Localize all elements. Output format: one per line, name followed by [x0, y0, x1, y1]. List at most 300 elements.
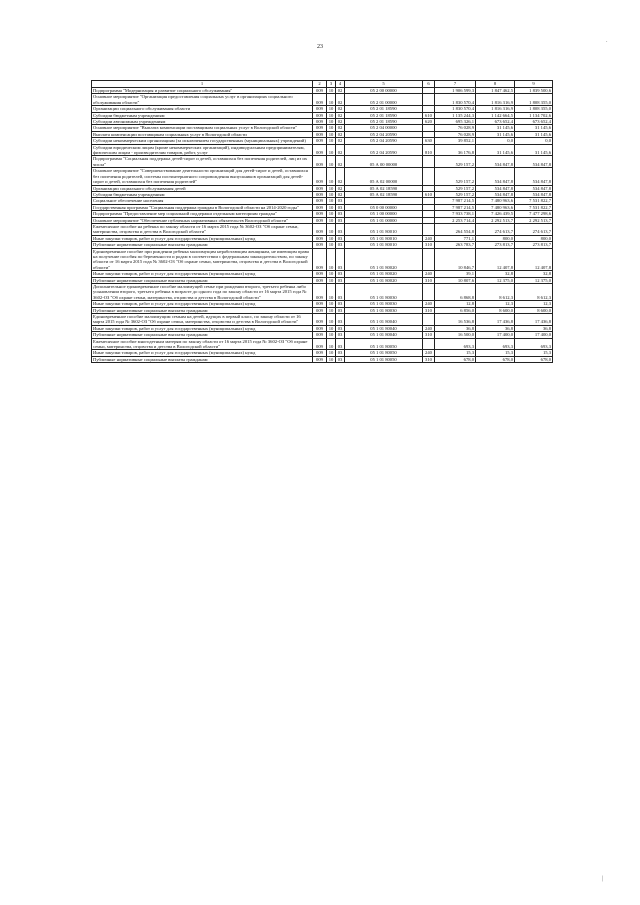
target-article-cell: 05 2 00 00000 — [345, 88, 423, 94]
table-header-row — [92, 81, 553, 88]
section-code-cell: 10 — [327, 191, 336, 197]
amount-year2-cell: 800,0 — [476, 235, 515, 241]
table-row — [92, 284, 553, 301]
subsection-code-cell: 02 — [336, 138, 345, 144]
row-name-cell: Иные закупки товаров, работ и услуг для государственных (муниципальных) нужд — [92, 301, 313, 307]
ved-code-cell: 009 — [313, 119, 327, 125]
amount-year1-cell: 529 157,2 — [435, 168, 476, 185]
ved-code-cell: 009 — [313, 223, 327, 235]
subsection-code-cell: 03 — [336, 356, 345, 362]
target-article-cell: 05 0 00 00000 — [345, 204, 423, 210]
ved-code-cell: 009 — [313, 332, 327, 338]
column-header: 9 — [515, 81, 553, 88]
amount-year3-cell: 534 847,8 — [515, 185, 553, 191]
amount-year1-cell: 264 554,8 — [435, 223, 476, 235]
column-header: 3 — [327, 81, 336, 88]
expense-type-cell: 620 — [423, 119, 435, 125]
expense-type-cell: 610 — [423, 191, 435, 197]
budget-table-body — [92, 81, 553, 363]
row-name-cell: Публичные нормативные социальные выплаты гражданам — [92, 277, 313, 283]
subsection-code-cell: 02 — [336, 185, 345, 191]
expense-type-cell — [423, 168, 435, 185]
expense-type-cell: 310 — [423, 332, 435, 338]
target-article-cell: 05 1 01 80020 — [345, 277, 423, 283]
section-code-cell: 10 — [327, 325, 336, 331]
amount-year3-cell: 31 145,6 — [515, 144, 553, 156]
column-header: 7 — [435, 81, 476, 88]
section-code-cell: 10 — [327, 94, 336, 106]
ved-code-cell: 009 — [313, 156, 327, 168]
ved-code-cell: 009 — [313, 271, 327, 277]
expense-type-cell: 240 — [423, 271, 435, 277]
ved-code-cell: 009 — [313, 94, 327, 106]
table-row — [92, 94, 553, 106]
amount-year1-cell: 771,1 — [435, 235, 476, 241]
amount-year1-cell: 263 783,7 — [435, 242, 476, 248]
table-row — [92, 144, 553, 156]
amount-year3-cell: 1 134 702,6 — [515, 112, 553, 118]
amount-year1-cell: 15,3 — [435, 350, 476, 356]
row-name-cell: Организации социального обслуживания детей — [92, 185, 313, 191]
table-row — [92, 156, 553, 168]
row-name-cell: Субсидии бюджетным учреждениям — [92, 191, 313, 197]
target-article-cell: 05 2 04 20590 — [345, 144, 423, 156]
target-article-cell: 05 1 01 80040 — [345, 325, 423, 331]
section-code-cell: 10 — [327, 284, 336, 301]
amount-year3-cell: 1 839 500,6 — [515, 88, 553, 94]
ved-code-cell: 009 — [313, 112, 327, 118]
ved-code-cell: 009 — [313, 144, 327, 156]
target-article-cell: 05 А 02 18590 — [345, 185, 423, 191]
amount-year2-cell: 1 816 316,9 — [476, 106, 515, 112]
amount-year3-cell: 12,3 — [515, 301, 553, 307]
section-code-cell: 10 — [327, 307, 336, 313]
section-code-cell: 10 — [327, 168, 336, 185]
amount-year2-cell: 534 847,8 — [476, 156, 515, 168]
corner-mark-bottom: | — [602, 876, 604, 882]
subsection-code-cell: 02 — [336, 156, 345, 168]
amount-year2-cell: 0,0 — [476, 138, 515, 144]
section-code-cell: 10 — [327, 138, 336, 144]
subsection-code-cell: 02 — [336, 131, 345, 137]
amount-year2-cell: 1 142 664,5 — [476, 112, 515, 118]
table-row — [92, 168, 553, 185]
section-code-cell: 10 — [327, 350, 336, 356]
amount-year1-cell: 7 933 738,1 — [435, 211, 476, 217]
target-article-cell: 05 1 01 80030 — [345, 307, 423, 313]
amount-year1-cell: 529 157,2 — [435, 156, 476, 168]
expense-type-cell: 630 — [423, 138, 435, 144]
target-article-cell: 05 2 01 18590 — [345, 112, 423, 118]
table-row — [92, 223, 553, 235]
section-code-cell: 10 — [327, 112, 336, 118]
ved-code-cell: 009 — [313, 198, 327, 204]
ved-code-cell: 009 — [313, 301, 327, 307]
subsection-code-cell: 03 — [336, 223, 345, 235]
amount-year2-cell: 693,3 — [476, 338, 515, 350]
amount-year2-cell: 31 145,6 — [476, 131, 515, 137]
amount-year3-cell: 693,3 — [515, 338, 553, 350]
amount-year2-cell: 8 600,0 — [476, 307, 515, 313]
row-name-cell: Иные закупки товаров, работ и услуг для государственных (муниципальных) нужд — [92, 271, 313, 277]
amount-year1-cell: 76 028,9 — [435, 131, 476, 137]
expense-type-cell: 240 — [423, 350, 435, 356]
ved-code-cell: 009 — [313, 191, 327, 197]
amount-year2-cell: 678,0 — [476, 356, 515, 362]
section-code-cell: 10 — [327, 198, 336, 204]
ved-code-cell: 009 — [313, 125, 327, 131]
ved-code-cell: 009 — [313, 168, 327, 185]
section-code-cell: 10 — [327, 271, 336, 277]
amount-year2-cell: 273 813,7 — [476, 242, 515, 248]
ved-code-cell: 009 — [313, 106, 327, 112]
subsection-code-cell: 03 — [336, 211, 345, 217]
expense-type-cell — [423, 314, 435, 326]
section-code-cell: 10 — [327, 211, 336, 217]
column-header: 6 — [423, 81, 435, 88]
target-article-cell: 05 1 01 80030 — [345, 284, 423, 301]
section-code-cell: 10 — [327, 314, 336, 326]
expense-type-cell: 310 — [423, 242, 435, 248]
table-row — [92, 338, 553, 350]
expense-type-cell: 810 — [423, 144, 435, 156]
row-name-cell: Основное мероприятие "Совершенствование деятельности организаций для детей-сирот и детей, оставшихся без попечения родителей, системы постинтернатного сопровождения выпускников организаций для детей-сирот и детей, оставшихся без попечения родителей" — [92, 168, 313, 185]
row-name-cell: Подпрограмма "Модернизация и развитие социального обслуживания" — [92, 88, 313, 94]
amount-year1-cell: 7 987 214,5 — [435, 204, 476, 210]
subsection-code-cell: 03 — [336, 350, 345, 356]
section-code-cell: 10 — [327, 156, 336, 168]
row-name-cell: Подпрограмма "Социальная поддержка детей-сирот и детей, оставшихся без попечения родителей, лиц из их числа" — [92, 156, 313, 168]
expense-type-cell: 310 — [423, 277, 435, 283]
subsection-code-cell: 03 — [336, 204, 345, 210]
target-article-cell: 05 2 01 00000 — [345, 94, 423, 106]
row-name-cell: Единовременное пособие малоимущим семьям на детей, идущих в первый класс, по закону области от 16 марта 2015 года № 3602-ОЗ "Об охране семьи, материнства, отцовства и детства в Вологодской области" — [92, 314, 313, 326]
amount-year3-cell: 534 847,8 — [515, 168, 553, 185]
subsection-code-cell: 02 — [336, 94, 345, 106]
row-name-cell: Иные закупки товаров, работ и услуг для государственных (муниципальных) нужд — [92, 325, 313, 331]
section-code-cell: 10 — [327, 88, 336, 94]
section-code-cell: 10 — [327, 217, 336, 223]
target-article-cell: 05 1 00 00000 — [345, 211, 423, 217]
target-article-cell: 05 2 01 18590 — [345, 106, 423, 112]
subsection-code-cell: 03 — [336, 284, 345, 301]
target-article-cell: 05 1 01 80050 — [345, 350, 423, 356]
ved-code-cell: 009 — [313, 138, 327, 144]
amount-year3-cell: 17 400,0 — [515, 332, 553, 338]
subsection-code-cell: 02 — [336, 144, 345, 156]
table-row — [92, 314, 553, 326]
amount-year2-cell: 36,8 — [476, 325, 515, 331]
amount-year2-cell: 31 145,6 — [476, 144, 515, 156]
target-article-cell: 05 А 00 00000 — [345, 156, 423, 168]
amount-year1-cell: 1 830 570,4 — [435, 106, 476, 112]
target-article-cell: 05 1 01 80010 — [345, 242, 423, 248]
amount-year1-cell: 16 500,0 — [435, 332, 476, 338]
amount-year1-cell: 6 856,0 — [435, 307, 476, 313]
page-number: 23 — [317, 44, 323, 50]
amount-year2-cell: 1 816 316,9 — [476, 94, 515, 106]
target-article-cell: 05 1 01 00000 — [345, 217, 423, 223]
row-name-cell: Публичные нормативные социальные выплаты гражданам — [92, 332, 313, 338]
amount-year2-cell: 2 292 513,7 — [476, 217, 515, 223]
target-article-cell: 05 1 01 80050 — [345, 338, 423, 350]
amount-year3-cell: 31 145,6 — [515, 131, 553, 137]
row-name-cell: Публичные нормативные социальные выплаты гражданам — [92, 356, 313, 362]
row-name-cell: Субсидии юридическим лицам (кроме некоммерческих организаций), индивидуальным предпринимателям, физическим лицам - производителям товаров, работ, услуг — [92, 144, 313, 156]
amount-year1-cell: 529 157,2 — [435, 191, 476, 197]
ved-code-cell: 009 — [313, 131, 327, 137]
amount-year2-cell: 12,3 — [476, 301, 515, 307]
subsection-code-cell: 03 — [336, 338, 345, 350]
subsection-code-cell: 03 — [336, 277, 345, 283]
section-code-cell: 10 — [327, 248, 336, 271]
ved-code-cell: 009 — [313, 248, 327, 271]
amount-year2-cell: 17 436,8 — [476, 314, 515, 326]
ved-code-cell: 009 — [313, 307, 327, 313]
amount-year1-cell: 695 326,1 — [435, 119, 476, 125]
amount-year2-cell: 673 652,4 — [476, 119, 515, 125]
amount-year1-cell: 12,8 — [435, 301, 476, 307]
subsection-code-cell: 03 — [336, 307, 345, 313]
amount-year2-cell: 17 400,0 — [476, 332, 515, 338]
section-code-cell: 10 — [327, 106, 336, 112]
amount-year2-cell: 7 426 439,5 — [476, 211, 515, 217]
amount-year2-cell: 7 480 963,6 — [476, 204, 515, 210]
expense-type-cell — [423, 338, 435, 350]
subsection-code-cell: 03 — [336, 271, 345, 277]
amount-year2-cell: 32,8 — [476, 271, 515, 277]
row-name-cell: Субсидии бюджетным учреждениям — [92, 112, 313, 118]
subsection-code-cell: 03 — [336, 242, 345, 248]
section-code-cell: 10 — [327, 242, 336, 248]
amount-year1-cell: 76 028,9 — [435, 125, 476, 131]
amount-year1-cell: 36 176,8 — [435, 144, 476, 156]
target-article-cell: 05 1 01 80040 — [345, 314, 423, 326]
amount-year1-cell: 2 253 714,4 — [435, 217, 476, 223]
amount-year3-cell: 32,8 — [515, 271, 553, 277]
table-row — [92, 356, 553, 362]
subsection-code-cell: 02 — [336, 112, 345, 118]
section-code-cell: 10 — [327, 119, 336, 125]
ved-code-cell: 009 — [313, 284, 327, 301]
expense-type-cell — [423, 284, 435, 301]
amount-year2-cell: 7 480 963,6 — [476, 198, 515, 204]
row-name-cell: Публичные нормативные социальные выплаты гражданам — [92, 242, 313, 248]
amount-year3-cell: 12 375,0 — [515, 277, 553, 283]
expense-type-cell: 310 — [423, 356, 435, 362]
section-code-cell: 10 — [327, 131, 336, 137]
amount-year2-cell: 12 407,8 — [476, 248, 515, 271]
subsection-code-cell: 02 — [336, 125, 345, 131]
subsection-code-cell: 03 — [336, 248, 345, 271]
expense-type-cell: 240 — [423, 325, 435, 331]
expense-type-cell — [423, 248, 435, 271]
column-header: 1 — [92, 81, 313, 88]
ved-code-cell: 009 — [313, 350, 327, 356]
target-article-cell: 05 2 04 20590 — [345, 138, 423, 144]
row-name-cell: Иные закупки товаров, работ и услуг для государственных (муниципальных) нужд — [92, 350, 313, 356]
subsection-code-cell: 02 — [336, 191, 345, 197]
ved-code-cell: 009 — [313, 204, 327, 210]
amount-year1-cell: 6 868,8 — [435, 284, 476, 301]
row-name-cell: Основное мероприятие "Выплата компенсации поставщикам социальных услуг в Вологодской области" — [92, 125, 313, 131]
amount-year2-cell: 8 612,3 — [476, 284, 515, 301]
ved-code-cell: 009 — [313, 277, 327, 283]
amount-year1-cell: 39,1 — [435, 271, 476, 277]
amount-year3-cell: 17 436,8 — [515, 314, 553, 326]
amount-year3-cell: 15,3 — [515, 350, 553, 356]
ved-code-cell: 009 — [313, 217, 327, 223]
subsection-code-cell: 02 — [336, 168, 345, 185]
amount-year3-cell: 1 808 355,0 — [515, 94, 553, 106]
section-code-cell: 10 — [327, 204, 336, 210]
amount-year1-cell: 1 135 244,3 — [435, 112, 476, 118]
section-code-cell: 10 — [327, 277, 336, 283]
row-name-cell: Ежемесячное пособие многодетным матерям по закону области от 16 марта 2015 года № 3602-ОЗ "Об охране семьи, материнства, отцовства и детства в Вологодской области" — [92, 338, 313, 350]
section-code-cell: 10 — [327, 301, 336, 307]
subsection-code-cell: 02 — [336, 88, 345, 94]
amount-year2-cell: 1 847 462,5 — [476, 88, 515, 94]
row-name-cell: Дополнительное единовременное пособие малоимущей семье при рождении второго, третьего ребенка либо усыновлении второго, третьего ребенка в возрасте до одного года по закону области от 16 марта 2015 года № 3602-ОЗ "Об охране семьи, материнства, отцовства и детства в Вологодской области" — [92, 284, 313, 301]
amount-year2-cell: 31 145,6 — [476, 125, 515, 131]
amount-year1-cell: 1 830 570,4 — [435, 94, 476, 106]
expense-type-cell: 310 — [423, 307, 435, 313]
amount-year3-cell: 7 531 822,7 — [515, 204, 553, 210]
target-article-cell: 05 2 04 20590 — [345, 131, 423, 137]
subsection-code-cell: 03 — [336, 332, 345, 338]
amount-year3-cell: 31 145,6 — [515, 125, 553, 131]
row-name-cell: Социальное обеспечение населения — [92, 198, 313, 204]
ved-code-cell: 009 — [313, 88, 327, 94]
row-name-cell: Государственная программа "Социальная поддержка граждан в Вологодской области на 2014-2020 годы" — [92, 204, 313, 210]
expense-type-cell — [423, 156, 435, 168]
row-name-cell: Субсидии автономным учреждениям — [92, 119, 313, 125]
ved-code-cell: 009 — [313, 356, 327, 362]
target-article-cell: 05 1 01 80020 — [345, 271, 423, 277]
expense-type-cell: 610 — [423, 112, 435, 118]
target-article-cell: 05 А 02 18590 — [345, 191, 423, 197]
amount-year3-cell: 673 652,4 — [515, 119, 553, 125]
ved-code-cell: 009 — [313, 338, 327, 350]
ved-code-cell: 009 — [313, 211, 327, 217]
column-header: 8 — [476, 81, 515, 88]
section-code-cell: 10 — [327, 356, 336, 362]
amount-year1-cell: 1 906 599,3 — [435, 88, 476, 94]
amount-year3-cell: 7 531 822,7 — [515, 198, 553, 204]
amount-year3-cell: 800,0 — [515, 235, 553, 241]
row-name-cell: Публичные нормативные социальные выплаты гражданам — [92, 307, 313, 313]
amount-year1-cell: 36,8 — [435, 325, 476, 331]
target-article-cell: 05 1 01 80030 — [345, 301, 423, 307]
ved-code-cell: 009 — [313, 235, 327, 241]
amount-year3-cell: 0,0 — [515, 138, 553, 144]
amount-year3-cell: 8 600,0 — [515, 307, 553, 313]
table-row — [92, 248, 553, 271]
amount-year1-cell: 10 846,7 — [435, 248, 476, 271]
expense-type-cell: 240 — [423, 235, 435, 241]
amount-year1-cell: 693,3 — [435, 338, 476, 350]
row-name-cell: Выплата компенсации поставщикам социальных услуг в Вологодской области — [92, 131, 313, 137]
amount-year2-cell: 534 847,8 — [476, 191, 515, 197]
expense-type-cell — [423, 94, 435, 106]
amount-year3-cell: 1 808 355,0 — [515, 106, 553, 112]
expense-type-cell — [423, 223, 435, 235]
amount-year2-cell: 12 375,0 — [476, 277, 515, 283]
amount-year1-cell: 529 157,2 — [435, 185, 476, 191]
corner-mark-top: . — [606, 38, 608, 44]
amount-year2-cell: 274 613,7 — [476, 223, 515, 235]
section-code-cell: 10 — [327, 235, 336, 241]
amount-year3-cell: 8 612,3 — [515, 284, 553, 301]
target-article-cell: 05 2 04 00000 — [345, 125, 423, 131]
section-code-cell: 10 — [327, 185, 336, 191]
amount-year3-cell: 534 847,8 — [515, 156, 553, 168]
row-name-cell: Основное мероприятие "Организация предоставления социальных услуг в организациях социального обслуживания области" — [92, 94, 313, 106]
row-name-cell: Подпрограмма "Предоставление мер социальной поддержки отдельным категориям граждан" — [92, 211, 313, 217]
amount-year2-cell: 15,3 — [476, 350, 515, 356]
row-name-cell: Ежемесячное пособие на ребенка по закону области от 16 марта 2015 года № 3602-ОЗ "Об охране семьи, материнства, отцовства и детства в Вологодской области" — [92, 223, 313, 235]
column-header: 2 — [313, 81, 327, 88]
ved-code-cell: 009 — [313, 185, 327, 191]
target-article-cell: 05 1 01 80010 — [345, 235, 423, 241]
target-article-cell: 05 1 01 80040 — [345, 332, 423, 338]
section-code-cell: 10 — [327, 332, 336, 338]
target-article-cell: 05 2 01 18590 — [345, 119, 423, 125]
amount-year3-cell: 678,0 — [515, 356, 553, 362]
amount-year3-cell: 274 613,7 — [515, 223, 553, 235]
amount-year1-cell: 10 807,6 — [435, 277, 476, 283]
section-code-cell: 10 — [327, 125, 336, 131]
row-name-cell: Единовременное пособие при рождении ребенка малоимущим неработающим женщинам, не имеющим права на получение пособия по беременности и родам в соответствии с федеральным законодательством, по закону области от 16 марта 2015 года № 3602-ОЗ "Об охране семьи, материнства, отцовства и детства в Вологодской области" — [92, 248, 313, 271]
section-code-cell: 10 — [327, 223, 336, 235]
subsection-code-cell: 03 — [336, 301, 345, 307]
amount-year3-cell: 273 813,7 — [515, 242, 553, 248]
column-header: 5 — [345, 81, 423, 88]
amount-year2-cell: 534 847,8 — [476, 185, 515, 191]
subsection-code-cell: 03 — [336, 325, 345, 331]
amount-year2-cell: 534 847,8 — [476, 168, 515, 185]
ved-code-cell: 009 — [313, 314, 327, 326]
amount-year3-cell: 534 847,8 — [515, 191, 553, 197]
target-article-cell: 05 А 02 00000 — [345, 168, 423, 185]
amount-year3-cell: 2 292 513,7 — [515, 217, 553, 223]
row-name-cell: Иные закупки товаров, работ и услуг для государственных (муниципальных) нужд — [92, 235, 313, 241]
subsection-code-cell: 03 — [336, 235, 345, 241]
subsection-code-cell: 02 — [336, 106, 345, 112]
amount-year3-cell: 36,8 — [515, 325, 553, 331]
target-article-cell: 05 1 01 80010 — [345, 223, 423, 235]
ved-code-cell: 009 — [313, 242, 327, 248]
row-name-cell: Субсидии некоммерческим организациям (за исключением государственных (муниципальных) учреждений) — [92, 138, 313, 144]
target-article-cell: 05 1 01 80050 — [345, 356, 423, 362]
column-header: 4 — [336, 81, 345, 88]
amount-year3-cell: 7 477 298,6 — [515, 211, 553, 217]
budget-table — [91, 80, 553, 363]
subsection-code-cell: 02 — [336, 119, 345, 125]
subsection-code-cell: 03 — [336, 314, 345, 326]
subsection-code-cell: 03 — [336, 198, 345, 204]
target-article-cell: 05 1 01 80020 — [345, 248, 423, 271]
amount-year1-cell: 16 536,8 — [435, 314, 476, 326]
amount-year1-cell: 7 987 214,5 — [435, 198, 476, 204]
amount-year1-cell: 39 852,1 — [435, 138, 476, 144]
amount-year1-cell: 678,0 — [435, 356, 476, 362]
row-name-cell: Организации социального обслуживания области — [92, 106, 313, 112]
section-code-cell: 10 — [327, 144, 336, 156]
section-code-cell: 10 — [327, 338, 336, 350]
subsection-code-cell: 03 — [336, 217, 345, 223]
ved-code-cell: 009 — [313, 325, 327, 331]
